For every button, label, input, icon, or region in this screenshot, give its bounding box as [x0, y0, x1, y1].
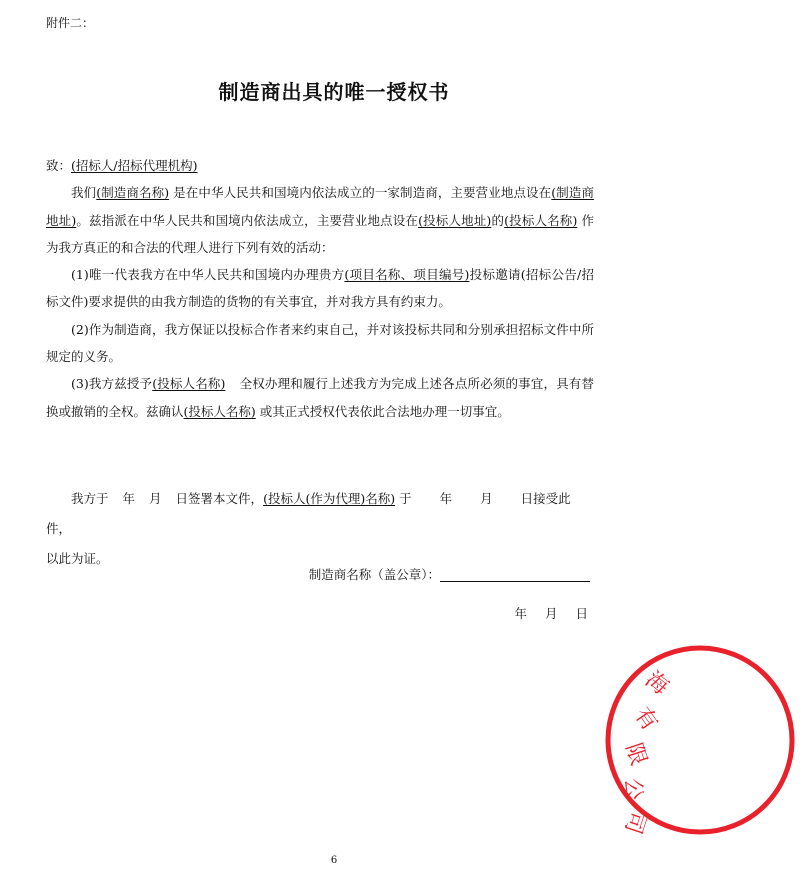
item1-text-1: (1)唯一代表我方在中华人民共和国境内办理贵方 [71, 267, 345, 283]
paragraph-item-3 [46, 370, 594, 425]
addressee-blank: (招标人/招标代理机构) [71, 158, 198, 173]
manufacturer-address-blank: (制造商地址) [46, 185, 594, 228]
intro-text-5: 作为我方真正的和合法的代理人进行下列有效的活动： [46, 212, 594, 255]
item3-text-3: 或其正式授权代表依此合法地办理一切事宜。 [259, 403, 510, 419]
svg-text:司: 司 [619, 808, 651, 837]
date-month: 月 [544, 606, 558, 621]
svg-text:有: 有 [629, 703, 663, 736]
closing-line [46, 484, 594, 544]
intro-text-3: 。兹指派在中华人民共和国境内依法成立，主要营业地点设在 [76, 212, 419, 228]
paragraph-intro [46, 179, 594, 261]
paragraph-item-1 [46, 261, 594, 316]
signature-blank [440, 567, 590, 582]
salutation [46, 152, 594, 179]
date-day: 日 [575, 606, 588, 621]
bidder-address-blank: (投标人地址) [418, 212, 492, 228]
closing-day-accept: 日接受此件， [46, 491, 571, 536]
salutation-prefix: 致： [46, 158, 72, 173]
signature-line [309, 565, 590, 583]
date-year: 年 [514, 606, 527, 621]
closing-month-2: 月 [480, 491, 493, 506]
svg-text:公: 公 [620, 778, 645, 801]
date-line [514, 604, 588, 622]
project-blank: (项目名称、项目编号) [344, 267, 470, 283]
page-number: 6 [330, 855, 338, 866]
intro-text-4: 的 [491, 212, 505, 228]
closing-statement [46, 484, 594, 574]
closing-year-2: 年 [439, 491, 453, 506]
svg-text:限: 限 [620, 740, 651, 769]
attachment-label: 附件二： [46, 16, 95, 30]
bidder-agent-blank: (投标人(作为代理)名称) [263, 491, 396, 506]
bidder-name-blank-3: (投标人名称) [183, 403, 256, 419]
item3-text-2: 全权办理和履行上述我方为完成上述各点所必须的事宜，具有替换或撤销的全权。兹确认 [46, 376, 594, 419]
closing-conclusion: 以此为证。 [46, 551, 109, 566]
item3-text-1: (3)我方兹授予 [71, 376, 153, 392]
company-seal-stamp [600, 640, 800, 840]
manufacturer-name-blank: (制造商名称) [96, 185, 170, 201]
closing-month: 月 [149, 491, 162, 506]
intro-text-2: 是在中华人民共和国境内依法成立的一家制造商，主要营业地点设在 [173, 185, 552, 201]
closing-year: 年 [122, 491, 136, 506]
intro-text-1: 我们 [71, 185, 97, 201]
item1-text-2: 投标邀请(招标公告/招标文件)要求提供的由我方制造的货物的有关事宜，并对我方具有约束力。 [46, 267, 594, 310]
svg-text:海: 海 [640, 667, 674, 701]
signature-label: 制造商名称（盖公章）： [308, 567, 440, 582]
closing-day-sign: 日签署本文件， [175, 491, 264, 506]
letter-body [46, 152, 594, 425]
bidder-name-blank-2: (投标人名称) [152, 376, 226, 392]
document-title: 制造商出具的唯一授权书 [218, 80, 450, 104]
paragraph-item-2: (2)作为制造商，我方保证以投标合作者来约束自己，并对该投标共同和分别承担招标文件中所规定的义务。 [46, 321, 594, 365]
closing-text-2: 于 [399, 491, 412, 506]
closing-text-1: 我方于 [71, 491, 109, 506]
bidder-name-blank: (投标人名称) [504, 212, 578, 228]
